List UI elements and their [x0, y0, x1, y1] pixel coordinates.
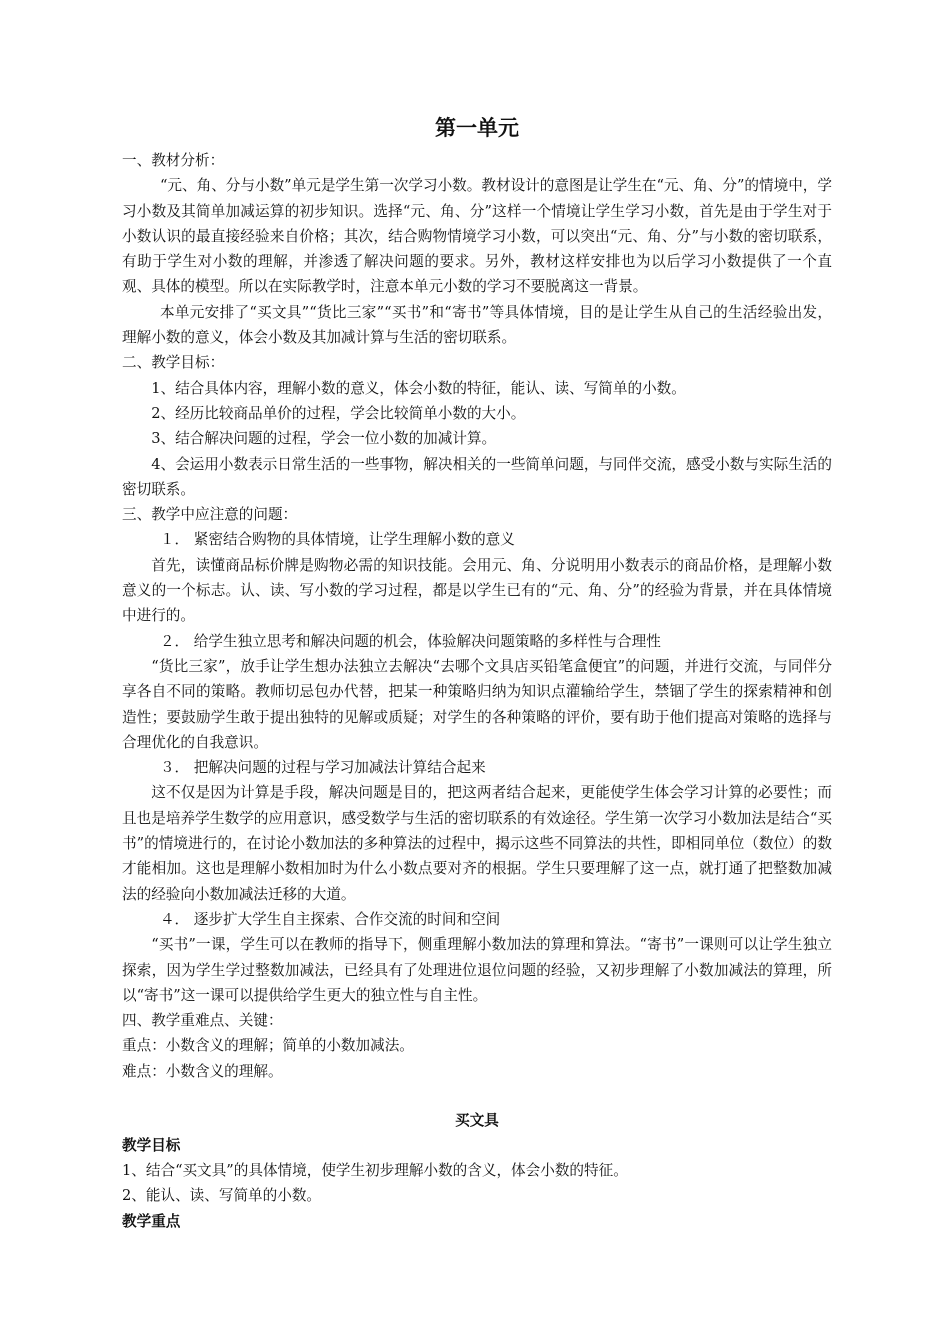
goal-item: 4、会运用小数表示日常生活的一些事物，解决相关的一些简单问题，与同伴交流，感受小数与实际生活的密切联系。	[122, 455, 832, 498]
note-subheading: ４． 逐步扩大学生自主探索、合作交流的时间和空间	[159, 910, 501, 928]
lesson-key-heading: 教学重点	[122, 1212, 181, 1230]
section-heading-notes: 三、教学中应注意的问题：	[122, 506, 298, 524]
document-page	[122, 0, 832, 1234]
goal-item: 3、结合解决问题的过程，学会一位小数的加减计算。	[151, 430, 497, 448]
key-point: 重点：小数含义的理解；简单的小数加减法。	[122, 1037, 414, 1055]
section-heading-materials: 一、教材分析：	[122, 152, 225, 169]
spacer	[122, 1084, 832, 1106]
paragraph-materials-2: 本单元安排了“买文具”“货比三家”“买书”和“寄书”等具体情境，目的是让学生从自己的生活经验出发，理解小数的意义，体会小数及其加减计算与生活的密切联系。	[122, 303, 832, 347]
section-heading-goals: 二、教学目标：	[122, 354, 225, 372]
lesson-goals-heading: 教学目标	[122, 1136, 181, 1154]
note-paragraph: 首先，读懂商品标价牌是购物必需的知识技能。会用元、角、分说明用小数表示的商品价格，是理解小数意义的一个标志。认、读、写小数的学习过程，都是以学生已有的“元、角、分”的经验为背景，并在具体情境中进行的。	[122, 556, 832, 625]
note-paragraph: 这不仅是因为计算是手段，解决问题是目的，把这两者结合起来，更能使学生体会学习计算的必要性；而且也是培养学生数学的应用意识，感受数学与生活的密切联系的有效途径。学生第一次学习小数加法是结合“买书”的情境进行的，在讨论小数加法的多种算法的过程中，揭示这些不同算法的共性，即相同单位（数位）的数才能相加。这也是理解小数相加时为什么小数点要对齐的根据。学生只要理解了这一点，就打通了把整数加减法的经验向小数加减法迁移的大道。	[122, 784, 832, 903]
lesson-goal-item: 1、结合“买文具”的具体情境，使学生初步理解小数的含义，体会小数的特征。	[122, 1161, 628, 1179]
difficult-point: 难点：小数含义的理解。	[122, 1062, 283, 1080]
page-title: 第一单元	[435, 116, 519, 140]
note-paragraph: “货比三家”，放手让学生想办法独立去解决“去哪个文具店买铅笔盒便宜”的问题，并进行交流，与同伴分享各自不同的策略。教师切忌包办代替，把某一种策略归纳为知识点灌输给学生，禁锢了学生的探索精神和创造性；要鼓励学生敢于提出独特的见解或质疑；对学生的各种策略的评价，要有助于他们提高对策略的选择与合理优化的自我意识。	[122, 657, 832, 751]
goal-item: 1、结合具体内容，理解小数的意义，体会小数的特征，能认、读、写简单的小数。	[151, 379, 686, 397]
goal-item: 2、经历比较商品单价的过程，学会比较简单小数的大小。	[151, 404, 526, 422]
lesson-title: 买文具	[455, 1111, 499, 1129]
note-subheading: ３． 把解决问题的过程与学习加减法计算结合起来	[159, 759, 486, 777]
paragraph-materials-1: “元、角、分与小数”单元是学生第一次学习小数。教材设计的意图是让学生在“元、角、分”的情境中，学习小数及其简单加减运算的初步知识。选择“元、角、分”这样一个情境让学生学习小数，首先是由于学生对于小数认识的最直接经验来自价格；其次，结合购物情境学习小数，可以突出“元、角、分”与小数的密切联系，有助于学生对小数的理解，并渗透了解决问题的要求。另外，教材这样安排也为以后学习小数提供了一个直观、具体的模型。所以在实际教学时，注意本单元小数的学习不要脱离这一背景。	[122, 177, 832, 296]
note-subheading: １． 紧密结合购物的具体情境，让学生理解小数的意义	[159, 531, 515, 549]
note-paragraph: “买书”一课，学生可以在教师的指导下，侧重理解小数加法的算理和算法。“寄书”一课则可以让学生独立探索，因为学生学过整数加减法，已经具有了处理进位退位问题的经验，又初步理解了小数加减法的算理，所以“寄书”这一课可以提供给学生更大的独立性与自主性。	[122, 936, 832, 1004]
note-subheading: ２． 给学生独立思考和解决问题的机会，体验解决问题策略的多样性与合理性	[159, 632, 661, 650]
section-heading-key-points: 四、教学重难点、关键：	[122, 1012, 283, 1030]
lesson-goal-item: 2、能认、读、写简单的小数。	[122, 1187, 322, 1205]
